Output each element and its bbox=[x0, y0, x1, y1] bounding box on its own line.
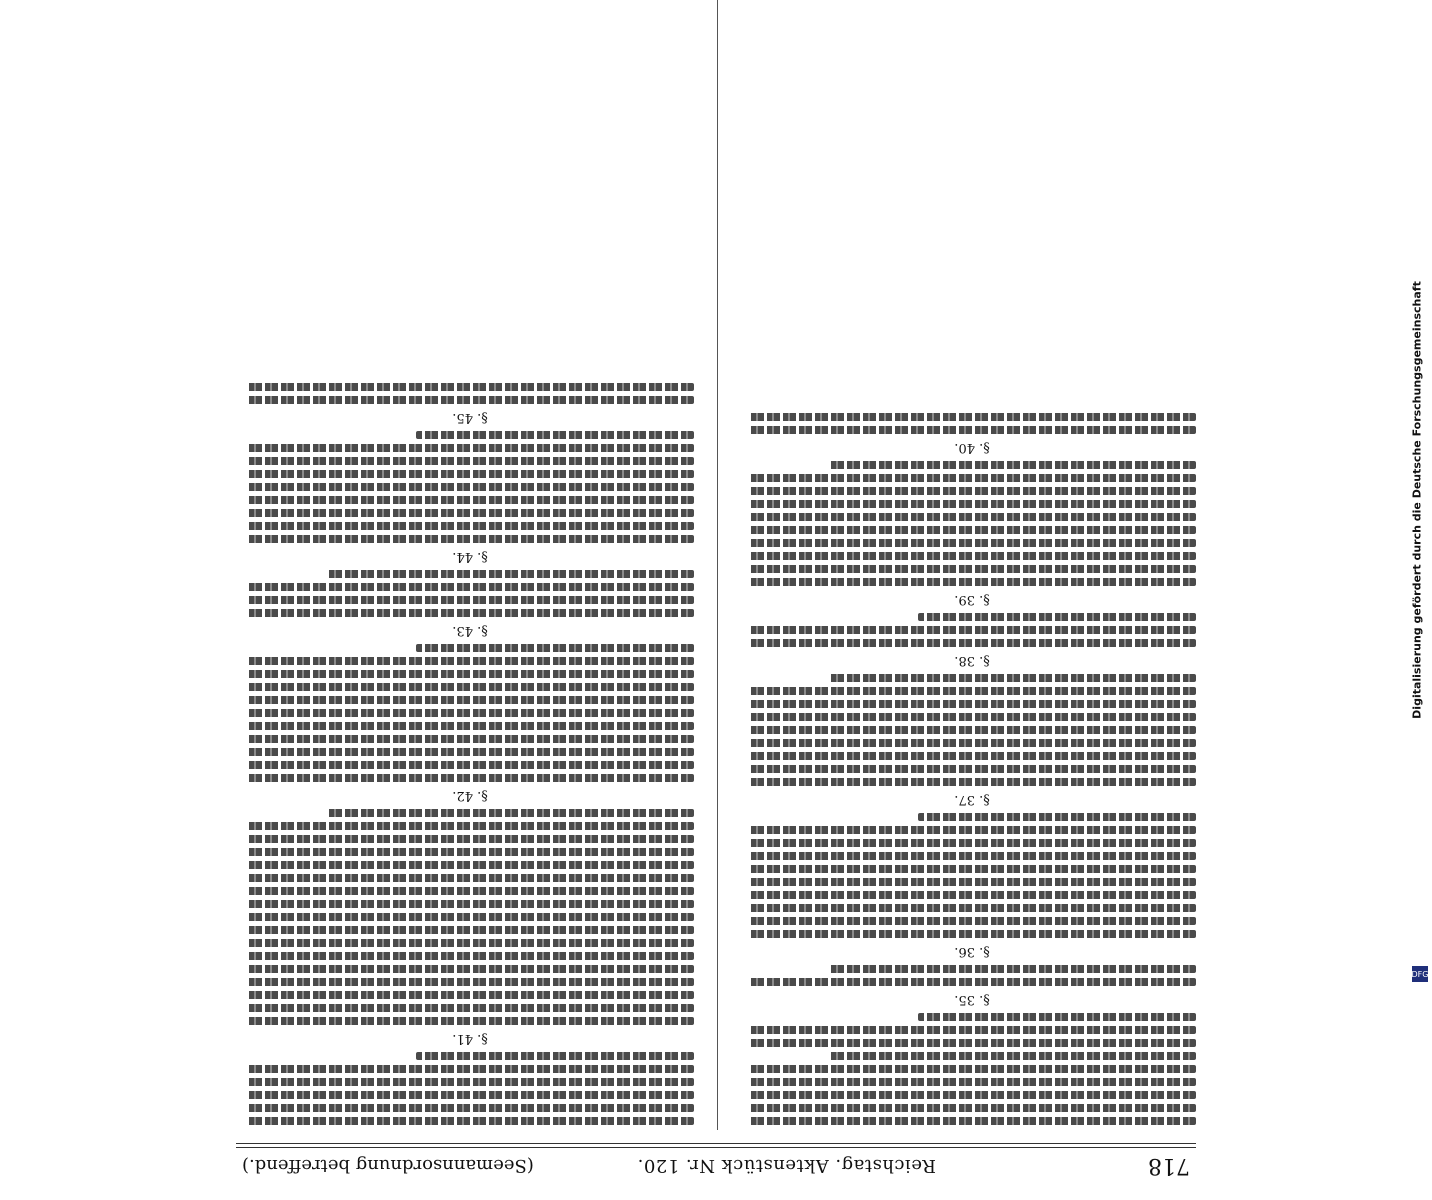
text-line bbox=[246, 735, 694, 743]
text-line bbox=[748, 865, 1196, 873]
text-line bbox=[246, 583, 694, 591]
text-line bbox=[246, 444, 694, 452]
text-line bbox=[748, 713, 1196, 721]
section-heading: §. 35. bbox=[954, 992, 990, 1007]
text-line bbox=[327, 570, 694, 578]
text-line bbox=[246, 522, 694, 530]
text-line bbox=[246, 874, 694, 882]
dfg-logo-icon: DFG bbox=[1412, 966, 1428, 982]
text-line bbox=[246, 848, 694, 856]
text-line bbox=[748, 726, 1196, 734]
digitization-credit bbox=[1404, 0, 1430, 1000]
text-line bbox=[246, 683, 694, 691]
text-line bbox=[829, 1052, 1196, 1060]
text-line bbox=[246, 900, 694, 908]
text-line bbox=[246, 496, 694, 504]
text-line bbox=[246, 1065, 694, 1073]
text-line bbox=[246, 1117, 694, 1125]
text-line bbox=[748, 700, 1196, 708]
text-line bbox=[748, 852, 1196, 860]
text-line bbox=[246, 596, 694, 604]
text-line bbox=[246, 991, 694, 999]
text-line bbox=[748, 1026, 1196, 1034]
text-line bbox=[748, 526, 1196, 534]
text-line bbox=[246, 709, 694, 717]
section-heading: §. 40. bbox=[954, 440, 990, 455]
text-line bbox=[748, 687, 1196, 695]
text-line bbox=[748, 978, 1196, 986]
text-line bbox=[246, 1017, 694, 1025]
text-line bbox=[246, 861, 694, 869]
text-line bbox=[246, 913, 694, 921]
text-line bbox=[748, 1104, 1196, 1112]
text-line bbox=[246, 609, 694, 617]
text-line bbox=[748, 539, 1196, 547]
running-title: Reichstag. Aktenstück Nr. 120. bbox=[637, 1155, 936, 1176]
text-line bbox=[246, 926, 694, 934]
text-line bbox=[246, 835, 694, 843]
text-line bbox=[246, 761, 694, 769]
right-column bbox=[246, 0, 694, 1130]
section-heading: §. 37. bbox=[954, 792, 990, 807]
text-line bbox=[246, 939, 694, 947]
text-line bbox=[748, 904, 1196, 912]
text-line bbox=[246, 774, 694, 782]
text-line bbox=[246, 657, 694, 665]
header-rule-secondary bbox=[236, 1143, 1196, 1144]
text-line bbox=[748, 891, 1196, 899]
section-heading: §. 39. bbox=[954, 592, 990, 607]
text-line bbox=[748, 565, 1196, 573]
text-line bbox=[246, 457, 694, 465]
text-line bbox=[748, 739, 1196, 747]
credit-text: Digitalisierung gefördert durch die Deutsche Forschungsgemeinschaft bbox=[1410, 281, 1424, 719]
text-line bbox=[246, 952, 694, 960]
text-line bbox=[246, 822, 694, 830]
text-line bbox=[246, 396, 694, 404]
text-line bbox=[748, 1039, 1196, 1047]
text-line bbox=[416, 431, 694, 439]
section-heading: §. 43. bbox=[452, 623, 488, 638]
section-heading: §. 42. bbox=[452, 788, 488, 803]
text-line bbox=[748, 552, 1196, 560]
document-page bbox=[236, 0, 1196, 1200]
text-line bbox=[246, 483, 694, 491]
text-line bbox=[918, 613, 1196, 621]
section-heading: §. 36. bbox=[954, 944, 990, 959]
text-line bbox=[246, 383, 694, 391]
left-column bbox=[748, 0, 1196, 1130]
text-line bbox=[829, 965, 1196, 973]
text-line bbox=[748, 626, 1196, 634]
running-subtitle: (Seemannsordnung betreffend.) bbox=[242, 1155, 534, 1176]
section-heading: §. 45. bbox=[452, 410, 488, 425]
text-line bbox=[416, 644, 694, 652]
text-line bbox=[748, 778, 1196, 786]
text-line bbox=[246, 1091, 694, 1099]
text-line bbox=[246, 965, 694, 973]
text-line bbox=[246, 1078, 694, 1086]
text-line bbox=[246, 670, 694, 678]
text-line bbox=[246, 722, 694, 730]
text-line bbox=[829, 461, 1196, 469]
text-line bbox=[246, 470, 694, 478]
text-line bbox=[748, 930, 1196, 938]
text-line bbox=[918, 813, 1196, 821]
text-line bbox=[246, 535, 694, 543]
text-line bbox=[918, 1013, 1196, 1021]
text-line bbox=[327, 809, 694, 817]
column-divider bbox=[717, 0, 718, 1130]
text-line bbox=[748, 1117, 1196, 1125]
text-line bbox=[246, 1104, 694, 1112]
text-line bbox=[246, 509, 694, 517]
text-line bbox=[748, 578, 1196, 586]
text-line bbox=[748, 917, 1196, 925]
section-heading: §. 38. bbox=[954, 653, 990, 668]
section-heading: §. 44. bbox=[452, 549, 488, 564]
text-line bbox=[748, 826, 1196, 834]
text-line bbox=[748, 765, 1196, 773]
text-line bbox=[748, 474, 1196, 482]
text-line bbox=[748, 513, 1196, 521]
text-line bbox=[246, 1004, 694, 1012]
text-line bbox=[748, 413, 1196, 421]
text-line bbox=[246, 748, 694, 756]
text-line bbox=[748, 839, 1196, 847]
text-line bbox=[748, 426, 1196, 434]
text-line bbox=[246, 978, 694, 986]
text-line bbox=[748, 1065, 1196, 1073]
text-line bbox=[748, 500, 1196, 508]
text-line bbox=[829, 674, 1196, 682]
text-line bbox=[748, 639, 1196, 647]
text-line bbox=[748, 752, 1196, 760]
page-number: 718 bbox=[1148, 1153, 1190, 1178]
header-rule bbox=[236, 1147, 1196, 1148]
section-heading: §. 41. bbox=[452, 1031, 488, 1046]
text-line bbox=[246, 887, 694, 895]
text-line bbox=[748, 487, 1196, 495]
text-line bbox=[246, 696, 694, 704]
text-line bbox=[748, 1091, 1196, 1099]
text-line bbox=[748, 878, 1196, 886]
text-line bbox=[416, 1052, 694, 1060]
text-line bbox=[748, 1078, 1196, 1086]
